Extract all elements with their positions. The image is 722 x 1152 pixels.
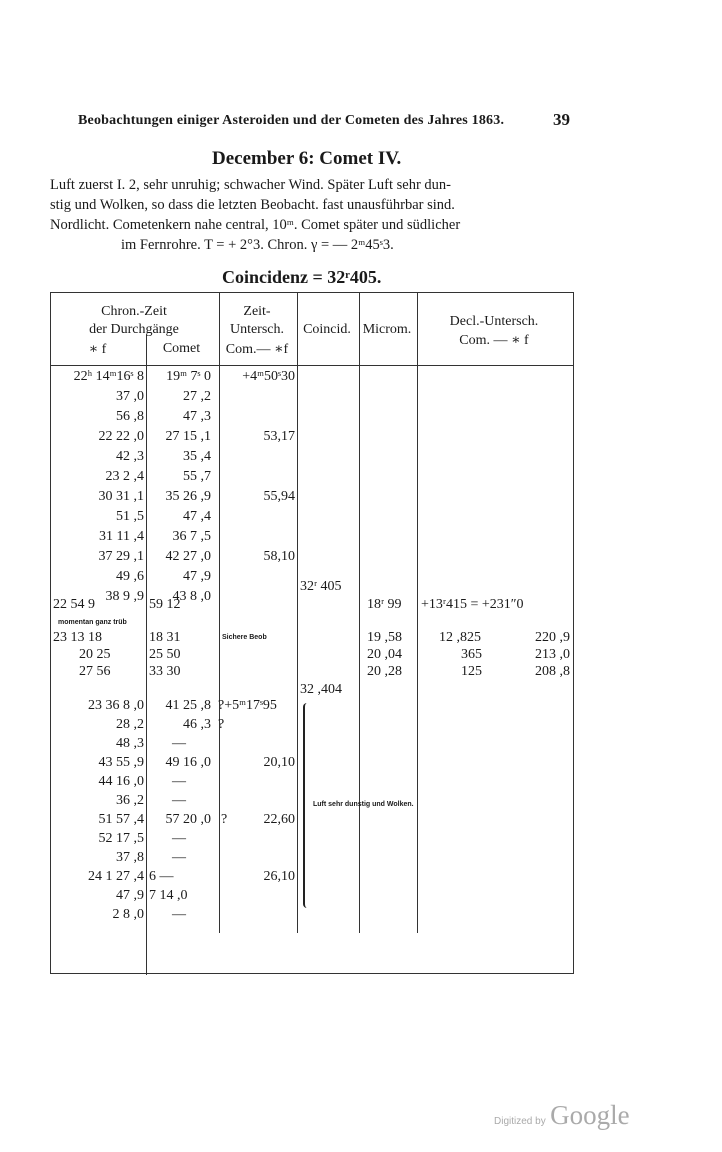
note-trueb: momentan ganz trüb <box>58 619 127 626</box>
table-cell-comet: 42 27 ,0 <box>165 549 211 564</box>
table-cell-star: 23 2 ,4 <box>105 469 144 484</box>
watermark-logo: Google <box>550 1100 630 1130</box>
table-cell-comet: 35 26 ,9 <box>165 489 211 504</box>
table-cell-comet: 57 20 ,0 <box>165 812 211 827</box>
table-cell-star: 36 ,2 <box>116 793 144 808</box>
table-cell-microm: 18ʳ 99 <box>367 597 402 612</box>
table-cell-comet: — <box>172 793 186 808</box>
watermark <box>494 1100 630 1131</box>
table-cell-comet: 7 14 ,0 <box>149 888 188 903</box>
page-number: 39 <box>553 110 570 129</box>
table-cell-star: 2 8 ,0 <box>112 907 144 922</box>
table-cell-comet: 33 30 <box>149 664 181 679</box>
table-cell-decl-arcsec: 125 <box>461 664 482 679</box>
table-cell-star: 43 55 ,9 <box>98 755 144 770</box>
table-cell-comet: 55 ,7 <box>183 469 211 484</box>
table-cell-comet: 43 8 ,0 <box>172 589 211 604</box>
table-cell-star: 22ʰ 14ᵐ16ˢ 8 <box>73 369 144 384</box>
col-zeit-title: Zeit- <box>243 304 271 319</box>
table-cell-microm: 20 ,28 <box>367 664 402 679</box>
table-cell-star: 23 36 8 ,0 <box>88 698 144 713</box>
table-cell-comet: 41 25 ,8 <box>165 698 211 713</box>
table-cell-comet: — <box>172 907 186 922</box>
col-coincid: Coincid. <box>303 322 351 337</box>
table-cell-zeit: 26,10 <box>263 869 295 884</box>
table-cell-star: 52 17 ,5 <box>98 831 144 846</box>
paragraph-line-3: Nordlicht. Cometenkern nahe central, 10ᵐ. Comet später und südlicher <box>50 217 461 233</box>
table-cell-zeit: +4ᵐ50ˢ30 <box>242 369 295 384</box>
table-cell-zeit: 58,10 <box>263 549 295 564</box>
note-sichere: Sichere Beob <box>222 634 267 641</box>
table-cell-decl-arcmin: 220 ,9 <box>535 630 570 645</box>
table-cell-star: 56 ,8 <box>116 409 144 424</box>
table-cell-coincid: 32ʳ 405 <box>300 579 342 594</box>
table-cell-star: 44 16 ,0 <box>98 774 144 789</box>
paragraph-line-2: stig und Wolken, so dass die letzten Beobacht. fast unausführbar sind. <box>50 197 455 213</box>
table-cell-star: 22 22 ,0 <box>98 429 144 444</box>
table-cell-star: 51 57 ,4 <box>98 812 144 827</box>
table-cell-star: 37 ,0 <box>116 389 144 404</box>
col-chron-title: Chron.-Zeit <box>101 304 167 319</box>
paragraph-line-1: Luft zuerst I. 2, sehr unruhig; schwacher Wind. Später Luft sehr dun- <box>50 177 452 193</box>
table-cell-star: 30 31 ,1 <box>98 489 144 504</box>
coincidence-heading: Coincidenz = 32ʳ405. <box>222 267 382 287</box>
table-cell-comet: — <box>172 850 186 865</box>
table-cell-comet: 49 16 ,0 <box>165 755 211 770</box>
table-cell-comet: 25 50 <box>149 647 181 662</box>
table-cell-star: 37 29 ,1 <box>98 549 144 564</box>
table-cell-star: 37 ,8 <box>116 850 144 865</box>
table-cell-decl: +13ʳ415 = +231″0 <box>421 597 524 612</box>
col-decl-com: Com. — ∗ f <box>459 333 529 348</box>
table-cell-comet: 59 12 <box>149 597 181 612</box>
table-cell-star: 23 13 18 <box>53 630 102 645</box>
table-cell-coincid: 32 ,404 <box>300 682 342 697</box>
table-cell-comet: 27 15 ,1 <box>165 429 211 444</box>
table-cell-microm: 20 ,04 <box>367 647 402 662</box>
table-cell-comet: 47 ,9 <box>183 569 211 584</box>
table-cell-comet: 35 ,4 <box>183 449 211 464</box>
table-cell-star: 31 11 ,4 <box>99 529 144 544</box>
table-cell-zeit: ?+5ᵐ17ˢ95 <box>218 698 277 713</box>
table-cell-comet: 27 ,2 <box>183 389 211 404</box>
table-cell-decl-arcsec: 12 ,825 <box>439 630 481 645</box>
table-cell-zeit: 22,60 <box>263 812 295 827</box>
table-cell-star: 27 56 <box>79 664 111 679</box>
table-cell-star: 48 ,3 <box>116 736 144 751</box>
table-cell-comet: 6 — <box>149 869 174 884</box>
section-title: December 6: Comet IV. <box>212 148 402 169</box>
table-cell-comet: 46 ,3 <box>183 717 211 732</box>
table-cell-decl-arcsec: 365 <box>461 647 482 662</box>
table-cell-comet: — <box>172 831 186 846</box>
paragraph-line-4: im Fernrohre. T = + 2°3. Chron. γ = — 2ᵐ45ˢ3. <box>121 237 394 253</box>
col-star: ∗ f <box>88 342 107 357</box>
note-wolken: Luft sehr dunstig und Wolken. <box>313 801 414 808</box>
col-comet: Comet <box>162 341 201 356</box>
table-cell-comet: — <box>172 736 186 751</box>
table-cell-zeit: 20,10 <box>263 755 295 770</box>
table-cell-comet: 47 ,3 <box>183 409 211 424</box>
table-cell-comet: 18 31 <box>149 630 181 645</box>
table-cell-star: 47 ,9 <box>116 888 144 903</box>
table-cell-star: 49 ,6 <box>116 569 144 584</box>
table-cell-star: 42 ,3 <box>116 449 144 464</box>
bracket-brace <box>303 703 311 908</box>
table-cell-decl-arcmin: 213 ,0 <box>535 647 570 662</box>
table-cell-star: 38 9 ,9 <box>105 589 144 604</box>
table-cell-star: 51 ,5 <box>116 509 144 524</box>
table-cell-microm: 19 ,58 <box>367 630 402 645</box>
table-cell-comet: 36 7 ,5 <box>172 529 211 544</box>
table-cell-zeit-query: ? <box>221 812 228 827</box>
running-header: Beobachtungen einiger Asteroiden und der Cometen des Jahres 1863. <box>78 113 505 128</box>
col-zeit-com: Com.— ∗f <box>225 342 289 357</box>
table-cell-zeit: ? <box>218 717 225 732</box>
table-cell-star: 20 25 <box>79 647 111 662</box>
table-cell-comet: — <box>172 774 186 789</box>
watermark-small: Digitized by <box>494 1116 546 1127</box>
table-cell-decl-arcmin: 208 ,8 <box>535 664 570 679</box>
table-cell-star: 24 1 27 ,4 <box>88 869 144 884</box>
table-cell-zeit: 55,94 <box>263 489 295 504</box>
table-cell-comet: 19ᵐ 7ˢ 0 <box>166 369 211 384</box>
col-zeit-subtitle: Untersch. <box>229 322 285 337</box>
table-cell-star: 28 ,2 <box>116 717 144 732</box>
col-microm: Microm. <box>362 322 412 337</box>
col-chron-subtitle: der Durchgänge <box>89 322 179 337</box>
table-cell-star: 22 54 9 <box>53 597 95 612</box>
table-cell-zeit: 53,17 <box>263 429 295 444</box>
table-cell-comet: 47 ,4 <box>183 509 211 524</box>
col-decl-title: Decl.-Untersch. <box>449 314 539 329</box>
